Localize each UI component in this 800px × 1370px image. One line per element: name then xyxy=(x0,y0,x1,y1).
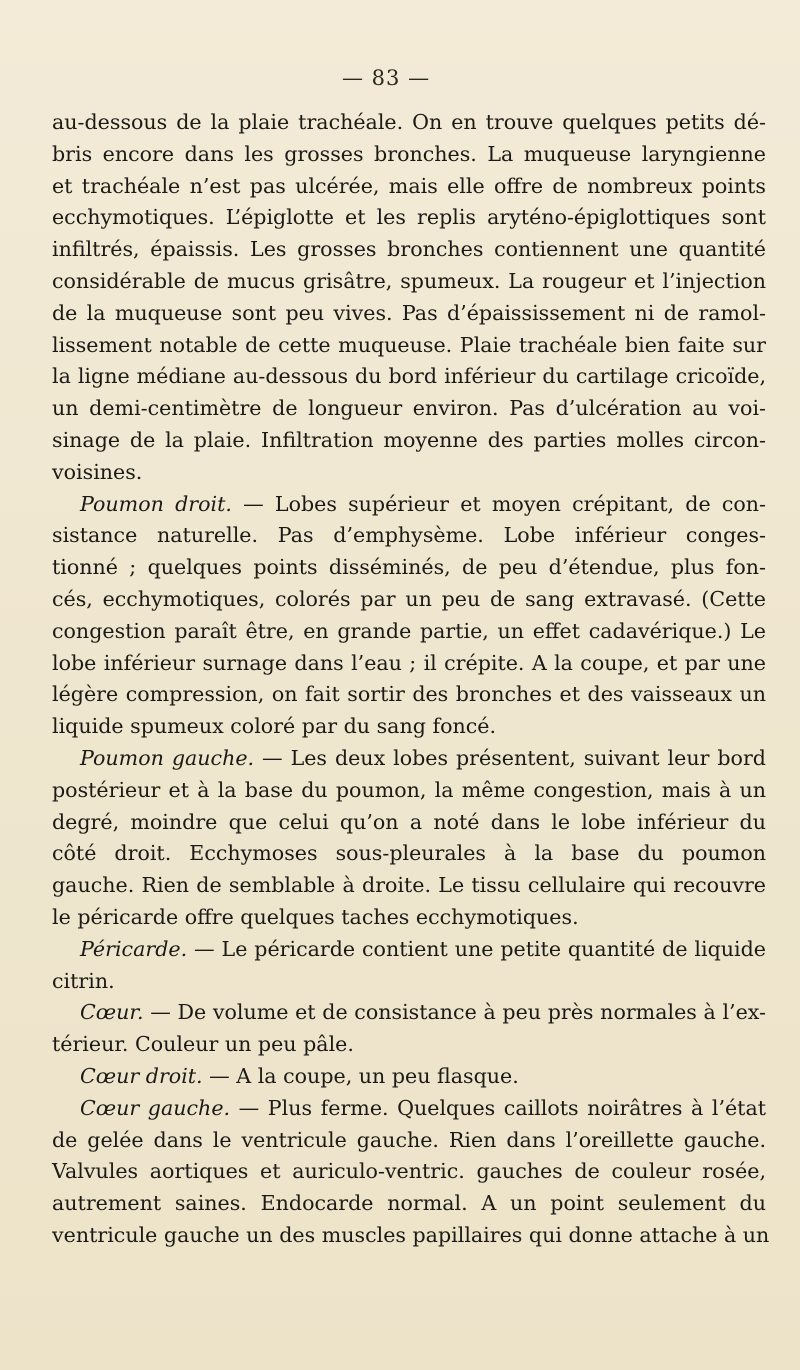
text-line: térieur. Couleur un peu pâle. xyxy=(52,1032,354,1057)
text-run: — A la coupe, un peu flasque. xyxy=(202,1063,519,1088)
text-line: bris encore dans les grosses bronches. La muqueuse laryngienne xyxy=(52,141,766,166)
paragraph-pericarde xyxy=(52,934,766,998)
text-line: lissement notable de cette muqueuse. Plaie trachéale bien faite sur xyxy=(52,332,766,357)
text-run: — Les deux lobes présentent, suivant leur bord xyxy=(254,745,766,770)
paragraph-trachea xyxy=(52,107,766,489)
section-heading: Poumon gauche. xyxy=(80,745,255,770)
text-line: légère compression, on fait sortir des bronches et des vaisseaux un xyxy=(52,682,766,707)
paragraph-coeur-gauche xyxy=(52,1093,770,1252)
text-line: ecchymotiques. L’épiglotte et les replis aryténo-épiglottiques sont xyxy=(52,205,766,230)
text-line xyxy=(52,1061,766,1093)
text-line: de la muqueuse sont peu vives. Pas d’épaississement ni de ramol- xyxy=(52,300,766,325)
paragraph-coeur xyxy=(52,997,766,1061)
text-line: Valvules aortiques et auriculo-ventric. gauches de couleur rosée, xyxy=(52,1159,766,1184)
text-line xyxy=(52,1093,766,1125)
text-line: tionné ; quelques points disséminés, de peu d’étendue, plus fon- xyxy=(52,555,766,580)
text-run: — Lobes supérieur et moyen crépitant, de con- xyxy=(231,491,766,516)
text-run: — De volume et de consistance à peu près normales à l’ex- xyxy=(143,1000,766,1025)
text-line xyxy=(52,997,766,1029)
text-line: liquide spumeux coloré par du sang foncé. xyxy=(52,714,497,739)
text-line: autrement saines. Endocarde normal. A un point seulement du xyxy=(52,1191,766,1216)
paragraph-coeur-droit xyxy=(52,1061,766,1093)
section-heading: Cœur. xyxy=(80,1000,144,1025)
text-line: sinage de la plaie. Infiltration moyenne des parties molles circon- xyxy=(52,427,766,452)
book-page xyxy=(52,0,770,1370)
text-line: un demi-centimètre de longueur environ. Pas d’ulcération au voi- xyxy=(52,396,766,421)
text-line: au-dessous de la plaie trachéale. On en trouve quelques petits dé- xyxy=(52,110,766,134)
text-line xyxy=(52,743,766,775)
text-line: la ligne médiane au-dessous du bord inférieur du cartilage cricoïde, xyxy=(52,364,766,389)
text-line: considérable de mucus grisâtre, spumeux. La rougeur et l’injection xyxy=(52,268,766,293)
text-line xyxy=(52,489,766,521)
section-heading: Cœur gauche. xyxy=(80,1095,231,1120)
text-run: — Plus ferme. Quelques caillots noirâtres à l’état xyxy=(230,1095,767,1120)
text-line: citrin. xyxy=(52,968,115,993)
text-line: sistance naturelle. Pas d’emphysème. Lobe inférieur conges- xyxy=(52,523,766,548)
text-line xyxy=(52,934,766,966)
text-line: lobe inférieur surnage dans l’eau ; il crépite. A la coupe, et par une xyxy=(52,650,766,675)
text-line: degré, moindre que celui qu’on a noté dans le lobe inférieur du xyxy=(52,809,766,834)
page-number: — 83 — xyxy=(342,66,431,90)
text-line: congestion paraît être, en grande partie, un effet cadavérique.) Le xyxy=(52,618,766,643)
text-line: de gelée dans le ventricule gauche. Rien dans l’oreillette gauche. xyxy=(52,1127,766,1152)
section-heading: Poumon droit. xyxy=(80,491,232,516)
text-line: ventricule gauche un des muscles papillaires qui donne attache à un xyxy=(52,1222,770,1247)
section-heading: Péricarde. xyxy=(80,936,188,961)
section-heading: Cœur droit. xyxy=(80,1063,203,1088)
text-line: voisines. xyxy=(52,459,143,484)
text-line: côté droit. Ecchymoses sous-pleurales à la base du poumon xyxy=(52,841,766,866)
text-line: cés, ecchymotiques, colorés par un peu de sang extravasé. (Cette xyxy=(52,586,766,611)
paragraph-poumon-gauche xyxy=(52,743,766,934)
body-text xyxy=(52,107,770,1252)
text-line: gauche. Rien de semblable à droite. Le tissu cellulaire qui recouvre xyxy=(52,873,766,898)
text-run: — Le péricarde contient une petite quantité de liquide xyxy=(187,936,766,961)
text-line: le péricarde offre quelques taches ecchymotiques. xyxy=(52,904,579,929)
text-line: et trachéale n’est pas ulcérée, mais elle offre de nombreux points xyxy=(52,173,766,198)
text-line: postérieur et à la base du poumon, la même congestion, mais à un xyxy=(52,777,766,802)
text-line: infiltrés, épaissis. Les grosses bronches contiennent une quantité xyxy=(52,237,766,262)
paragraph-poumon-droit xyxy=(52,489,766,743)
